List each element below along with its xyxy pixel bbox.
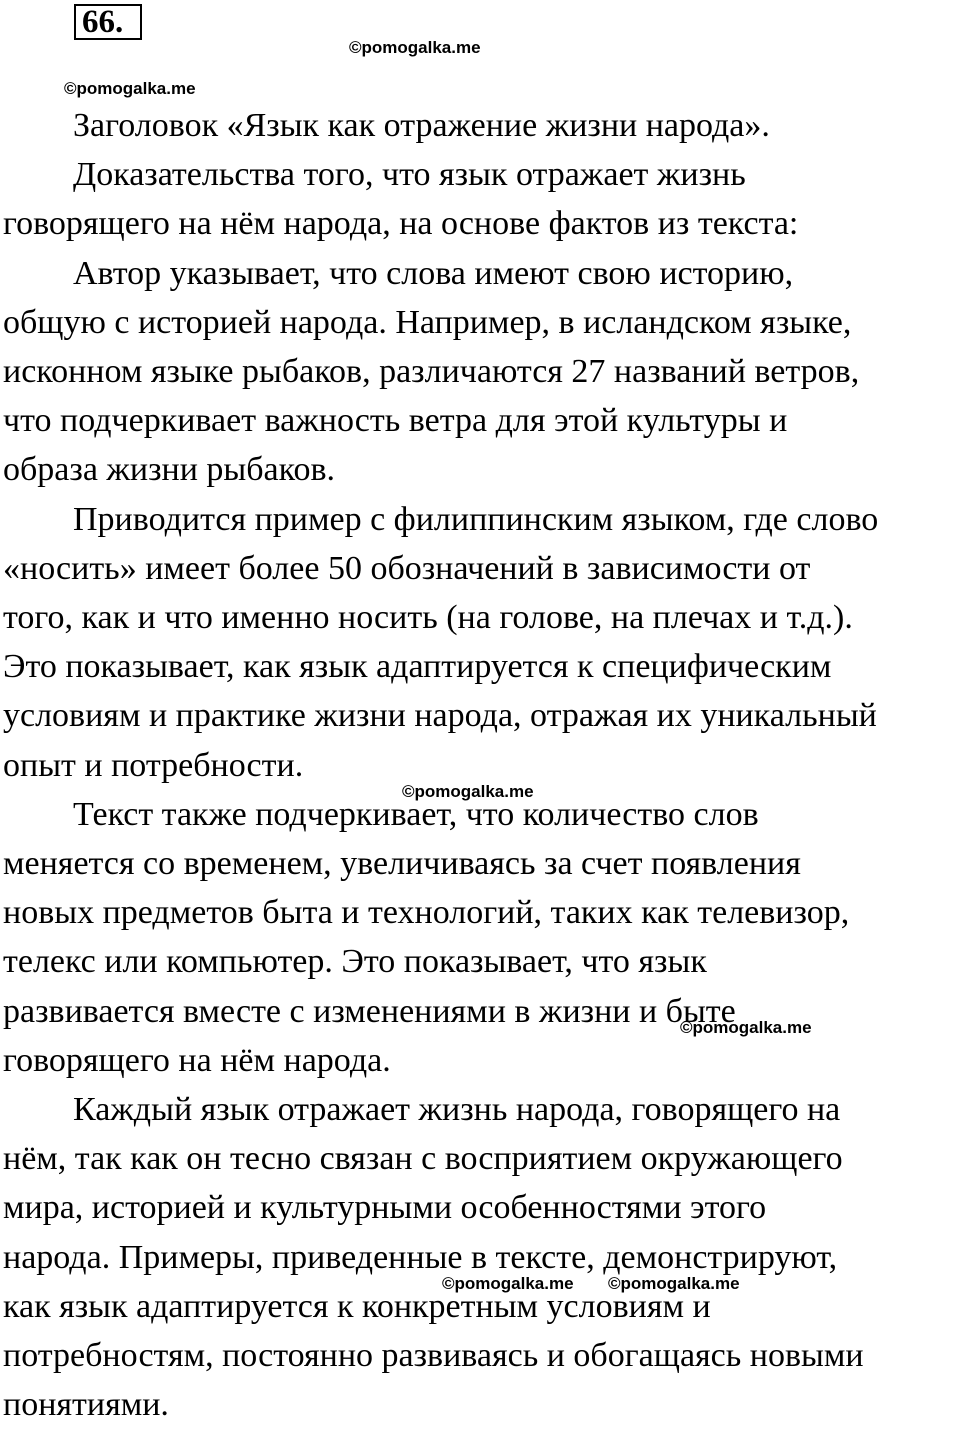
paragraph xyxy=(3,249,960,495)
text-line: Автор указывает, что слова имеют свою историю, xyxy=(73,254,794,292)
watermark: ©pomogalka.me xyxy=(64,79,196,98)
text-line: говорящего на нём народа. xyxy=(3,1041,391,1079)
watermark: ©pomogalka.me xyxy=(402,782,534,801)
text-line: меняется со временем, увеличиваясь за счет появления xyxy=(3,845,801,883)
task-number-box: 66. xyxy=(74,4,142,40)
text-line: общую с историей народа. Например, в исландском языке, xyxy=(3,303,852,341)
text-line: мира, историей и культурными особенностями этого xyxy=(3,1189,767,1227)
text-line: понятиями. xyxy=(3,1386,169,1424)
text-line: Заголовок «Язык как отражение жизни народа». xyxy=(73,107,770,144)
text-line: образа жизни рыбаков. xyxy=(3,451,335,489)
paragraph-title xyxy=(3,101,960,150)
text-line: Приводится пример с филиппинским языком, где слово xyxy=(73,500,879,538)
watermark: ©pomogalka.me xyxy=(349,38,481,57)
text-line: новых предметов быта и технологий, таких как телевизор, xyxy=(3,894,850,932)
paragraph xyxy=(3,1085,960,1429)
text-line: нём, так как он тесно связан с восприятием окружающего xyxy=(3,1140,843,1178)
paragraph xyxy=(3,150,960,248)
text-line: исконном языке рыбаков, различаются 27 названий ветров, xyxy=(3,353,860,391)
text-line: Текст также подчеркивает, что количество слов xyxy=(73,795,759,833)
text-line: опыт и потребности. xyxy=(3,746,304,784)
text-line: Доказательства того, что язык отражает жизнь xyxy=(73,156,746,194)
text-line: развивается вместе с изменениями в жизни и быте xyxy=(3,992,736,1030)
text-line: того, как и что именно носить (на голове, на плечах и т.д.). xyxy=(3,599,853,637)
watermark: ©pomogalka.me xyxy=(442,1274,574,1293)
paragraph xyxy=(3,790,960,1085)
text-line: «носить» имеет более 50 обозначений в зависимости от xyxy=(3,549,811,587)
answer-text xyxy=(3,101,960,1429)
watermark: ©pomogalka.me xyxy=(680,1018,812,1037)
text-line: народа. Примеры, приведенные в тексте, демонстрируют, xyxy=(3,1238,838,1276)
text-line: что подчеркивает важность ветра для этой культуры и xyxy=(3,402,788,440)
text-line: как язык адаптируется к конкретным условиям и xyxy=(3,1287,711,1325)
text-line: условиям и практике жизни народа, отражая их уникальный xyxy=(3,697,877,735)
text-line: телекс или компьютер. Это показывает, что язык xyxy=(3,943,707,981)
text-line: Это показывает, как язык адаптируется к специфическим xyxy=(3,648,832,686)
text-line: потребностям, постоянно развиваясь и обогащаясь новыми xyxy=(3,1337,864,1375)
watermark: ©pomogalka.me xyxy=(608,1274,740,1293)
paragraph xyxy=(3,495,960,790)
text-line: говорящего на нём народа, на основе фактов из текста: xyxy=(3,205,799,243)
text-line: Каждый язык отражает жизнь народа, говорящего на xyxy=(73,1091,841,1129)
